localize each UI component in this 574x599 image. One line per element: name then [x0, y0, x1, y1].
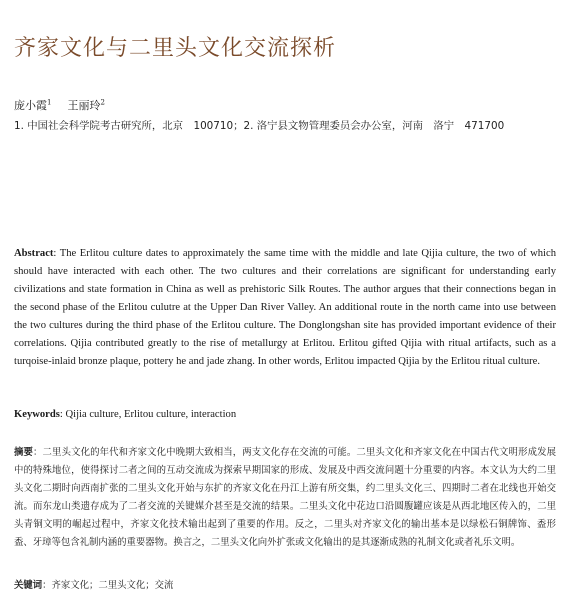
english-keywords-text: Qijia culture, Erlitou culture, interaction	[65, 408, 237, 420]
label-colon: :	[53, 247, 60, 259]
author-affiliation-marker: 1	[47, 98, 52, 107]
english-abstract	[14, 245, 556, 371]
english-keywords	[14, 409, 556, 420]
author-line	[14, 97, 105, 113]
chinese-keywords	[14, 577, 556, 591]
label-colon: :	[59, 408, 66, 420]
label-colon: ：	[42, 580, 52, 592]
author-name: 庞小霞	[14, 99, 47, 112]
chinese-abstract-label: 摘要	[14, 447, 34, 459]
paper-title: 齐家文化与二里头文化交流探析	[14, 35, 337, 61]
author-name: 王丽玲	[67, 99, 101, 112]
chinese-abstract	[14, 444, 556, 552]
label-colon: ：	[33, 447, 43, 459]
chinese-keywords-label: 关键词	[14, 580, 43, 592]
chinese-abstract-text: 二里头文化的年代和齐家文化中晚期大致相当，两支文化存在交流的可能。二里头文化和齐家文化在中国古代文明形成发展中的特殊地位，使得探讨二者之间的互动交流成为探索早期国家的形成、发展及中西交流问题十分重要的内容。本文认为大约二里头文化二期时向西南扩张的二里头文化开始与东扩的齐家文化在丹江上游有所交集，约二里头文化三、四期时二者在北线也开始交流。而东龙山类遗存成为了二者交流的关键媒介甚至是交流的结果。二里头文化中花边口沿圆腹罐应该是从西北地区传入的，二里头青铜文明的崛起过程中，齐家文化技术输出起到了重要的作用。反之，二里头对齐家文化的输出基本是以绿松石铜牌饰、盉形盉、牙璋等包含礼制内涵的重要器物。换言之，二里头文化向外扩张或文化输出的是其逐渐成熟的礼制文化或者礼乐文明。	[14, 447, 556, 549]
english-keywords-label: Keywords	[14, 408, 60, 420]
english-abstract-text: The Erlitou culture dates to approximately the same time with the middle and late Qijia culture, the two of which should have interacted with each other. The two cultures and their correlations are significant for understanding early civilizations and state formation in China as well as prehistoric Silk Routes. The author argues that their connections began in the second phase of the Erlitou culutre at the Upper Dan River Valley. An additional route in the north came into use between the two cultures during the third phase of the Erlitou culture. The Donglongshan site has provided important evidence of their correlations. Qijia contributed greatly to the rise of metallurgy at Erlitou. Erlitou gifted Qijia with ritual artifacts, such as a turqoise-inlaid bronze plaque, pottery he and jade zhang. In other words, Erlitou impacted Qijia by the Erlitou ritual culture.	[14, 247, 556, 367]
english-abstract-label: Abstract	[14, 247, 54, 259]
author-affiliations: 1. 中国社会科学院考古研究所，北京 100710；2. 洛宁县文物管理委员会办公室，河南 洛宁 471700	[14, 120, 505, 132]
chinese-keywords-text: 齐家文化；二里头文化；交流	[51, 580, 174, 592]
author-affiliation-marker: 2	[100, 98, 105, 107]
